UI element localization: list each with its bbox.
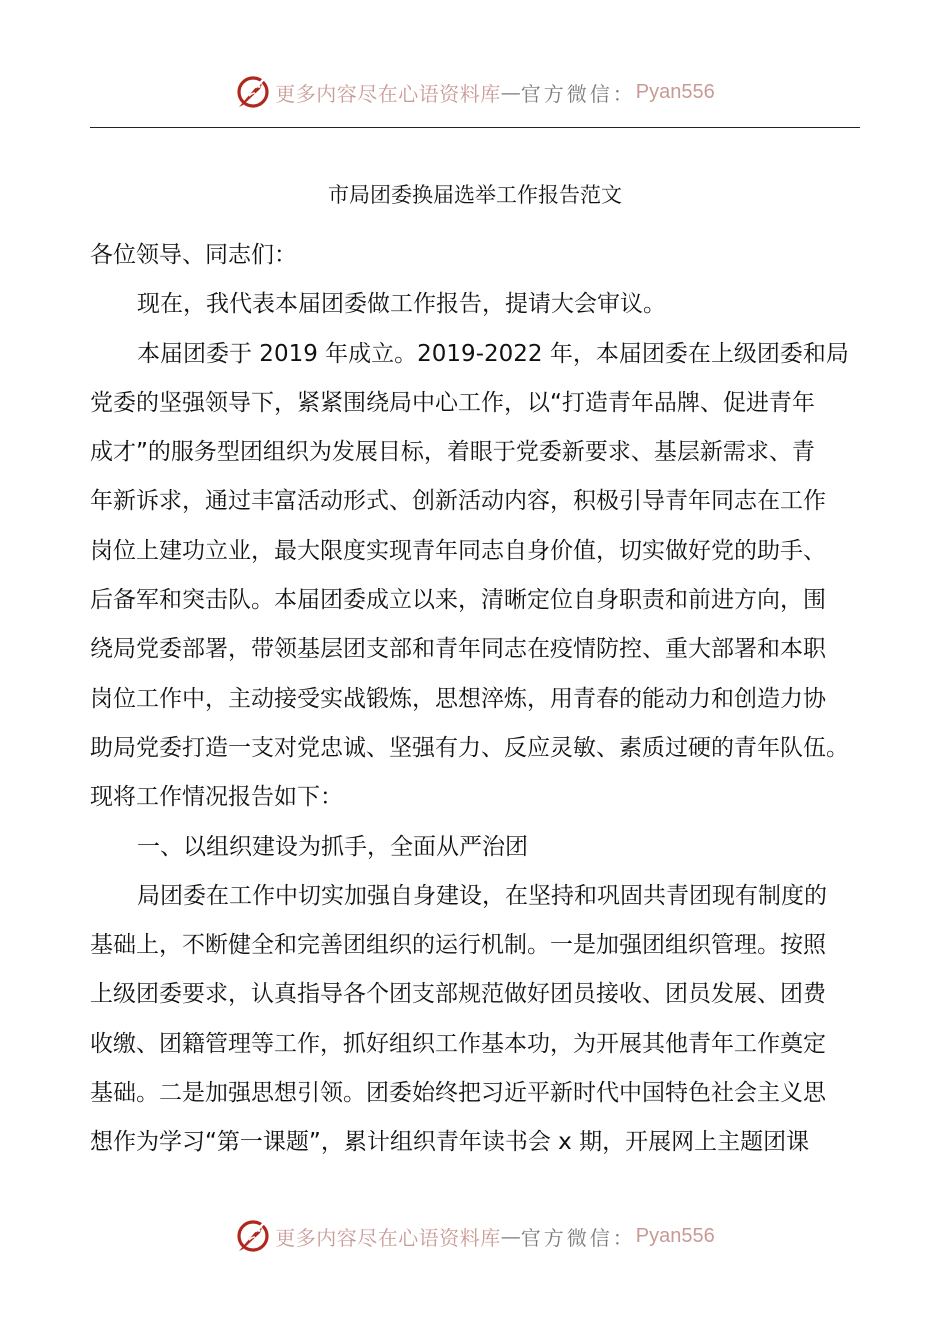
body-line: 上级团委要求，认真指导各个团支部规范做好团员接收、团员发展、团费 xyxy=(90,981,826,1008)
document-title: 市局团委换届选举工作报告范文 xyxy=(328,183,622,207)
body-line: 现在，我代表本届团委做工作报告，提请大会审议。 xyxy=(137,291,666,318)
banner-wechat-id: Pyan556 xyxy=(635,1224,715,1247)
banner-wechat-label: 官方微信： xyxy=(520,1225,636,1250)
banner-separator: — xyxy=(500,1224,521,1248)
document-body xyxy=(90,231,860,1168)
pen-nib-logo-icon xyxy=(235,1218,271,1254)
body-line: 想作为学习“第一课题”，累计组织青年读书会 x 期，开展网上主题团课 xyxy=(90,1129,810,1156)
section-heading: 一、以组织建设为抓手，全面从严治团 xyxy=(137,833,528,860)
banner-brand-text: 更多内容尽在心语资料库 xyxy=(275,81,501,106)
body-line: 基础。二是加强思想引领。团委始终把习近平新时代中国特色社会主义思 xyxy=(90,1080,826,1107)
body-line: 助局党委打造一支对党忠诚、坚强有力、反应灵敏、素质过硬的青年队伍。 xyxy=(90,734,849,761)
body-line: 党委的坚强领导下，紧紧围绕局中心工作，以“打造青年品牌、促进青年 xyxy=(90,389,815,416)
banner-wechat-id: Pyan556 xyxy=(635,80,715,103)
body-line: 岗位上建功立业，最大限度实现青年同志自身价值，切实做好党的助手、 xyxy=(90,537,826,564)
header-banner xyxy=(0,70,950,114)
body-line: 现将工作情况报告如下： xyxy=(90,784,343,811)
footer-banner xyxy=(0,1214,950,1258)
body-line: 收缴、团籍管理等工作，抓好组织工作基本功，为开展其他青年工作奠定 xyxy=(90,1030,826,1057)
header-divider xyxy=(90,127,860,128)
body-line: 成才”的服务型团组织为发展目标，着眼于党委新要求、基层新需求、青 xyxy=(90,439,815,466)
body-line: 年新诉求，通过丰富活动形式、创新活动内容，积极引导青年同志在工作 xyxy=(90,488,826,515)
pen-nib-logo-icon xyxy=(235,74,271,110)
banner-brand-text: 更多内容尽在心语资料库 xyxy=(275,1225,501,1250)
body-line: 基础上，不断健全和完善团组织的运行机制。一是加强团组织管理。按照 xyxy=(90,932,826,959)
salutation-line: 各位领导、同志们： xyxy=(90,242,297,268)
body-line: 本届团委于 2019 年成立。2019-2022 年，本届团委在上级团委和局 xyxy=(137,340,849,367)
body-line: 绕局党委部署，带领基层团支部和青年同志在疫情防控、重大部署和本职 xyxy=(90,636,826,663)
body-line: 岗位工作中，主动接受实战锻炼，思想淬炼，用青春的能动力和创造力协 xyxy=(90,685,826,712)
banner-separator: — xyxy=(500,80,521,104)
banner-wechat-label: 官方微信： xyxy=(520,81,636,106)
body-line: 局团委在工作中切实加强自身建设，在坚持和巩固共青团现有制度的 xyxy=(137,882,827,909)
body-line: 后备军和突击队。本届团委成立以来，清晰定位自身职责和前进方向，围 xyxy=(90,587,826,614)
